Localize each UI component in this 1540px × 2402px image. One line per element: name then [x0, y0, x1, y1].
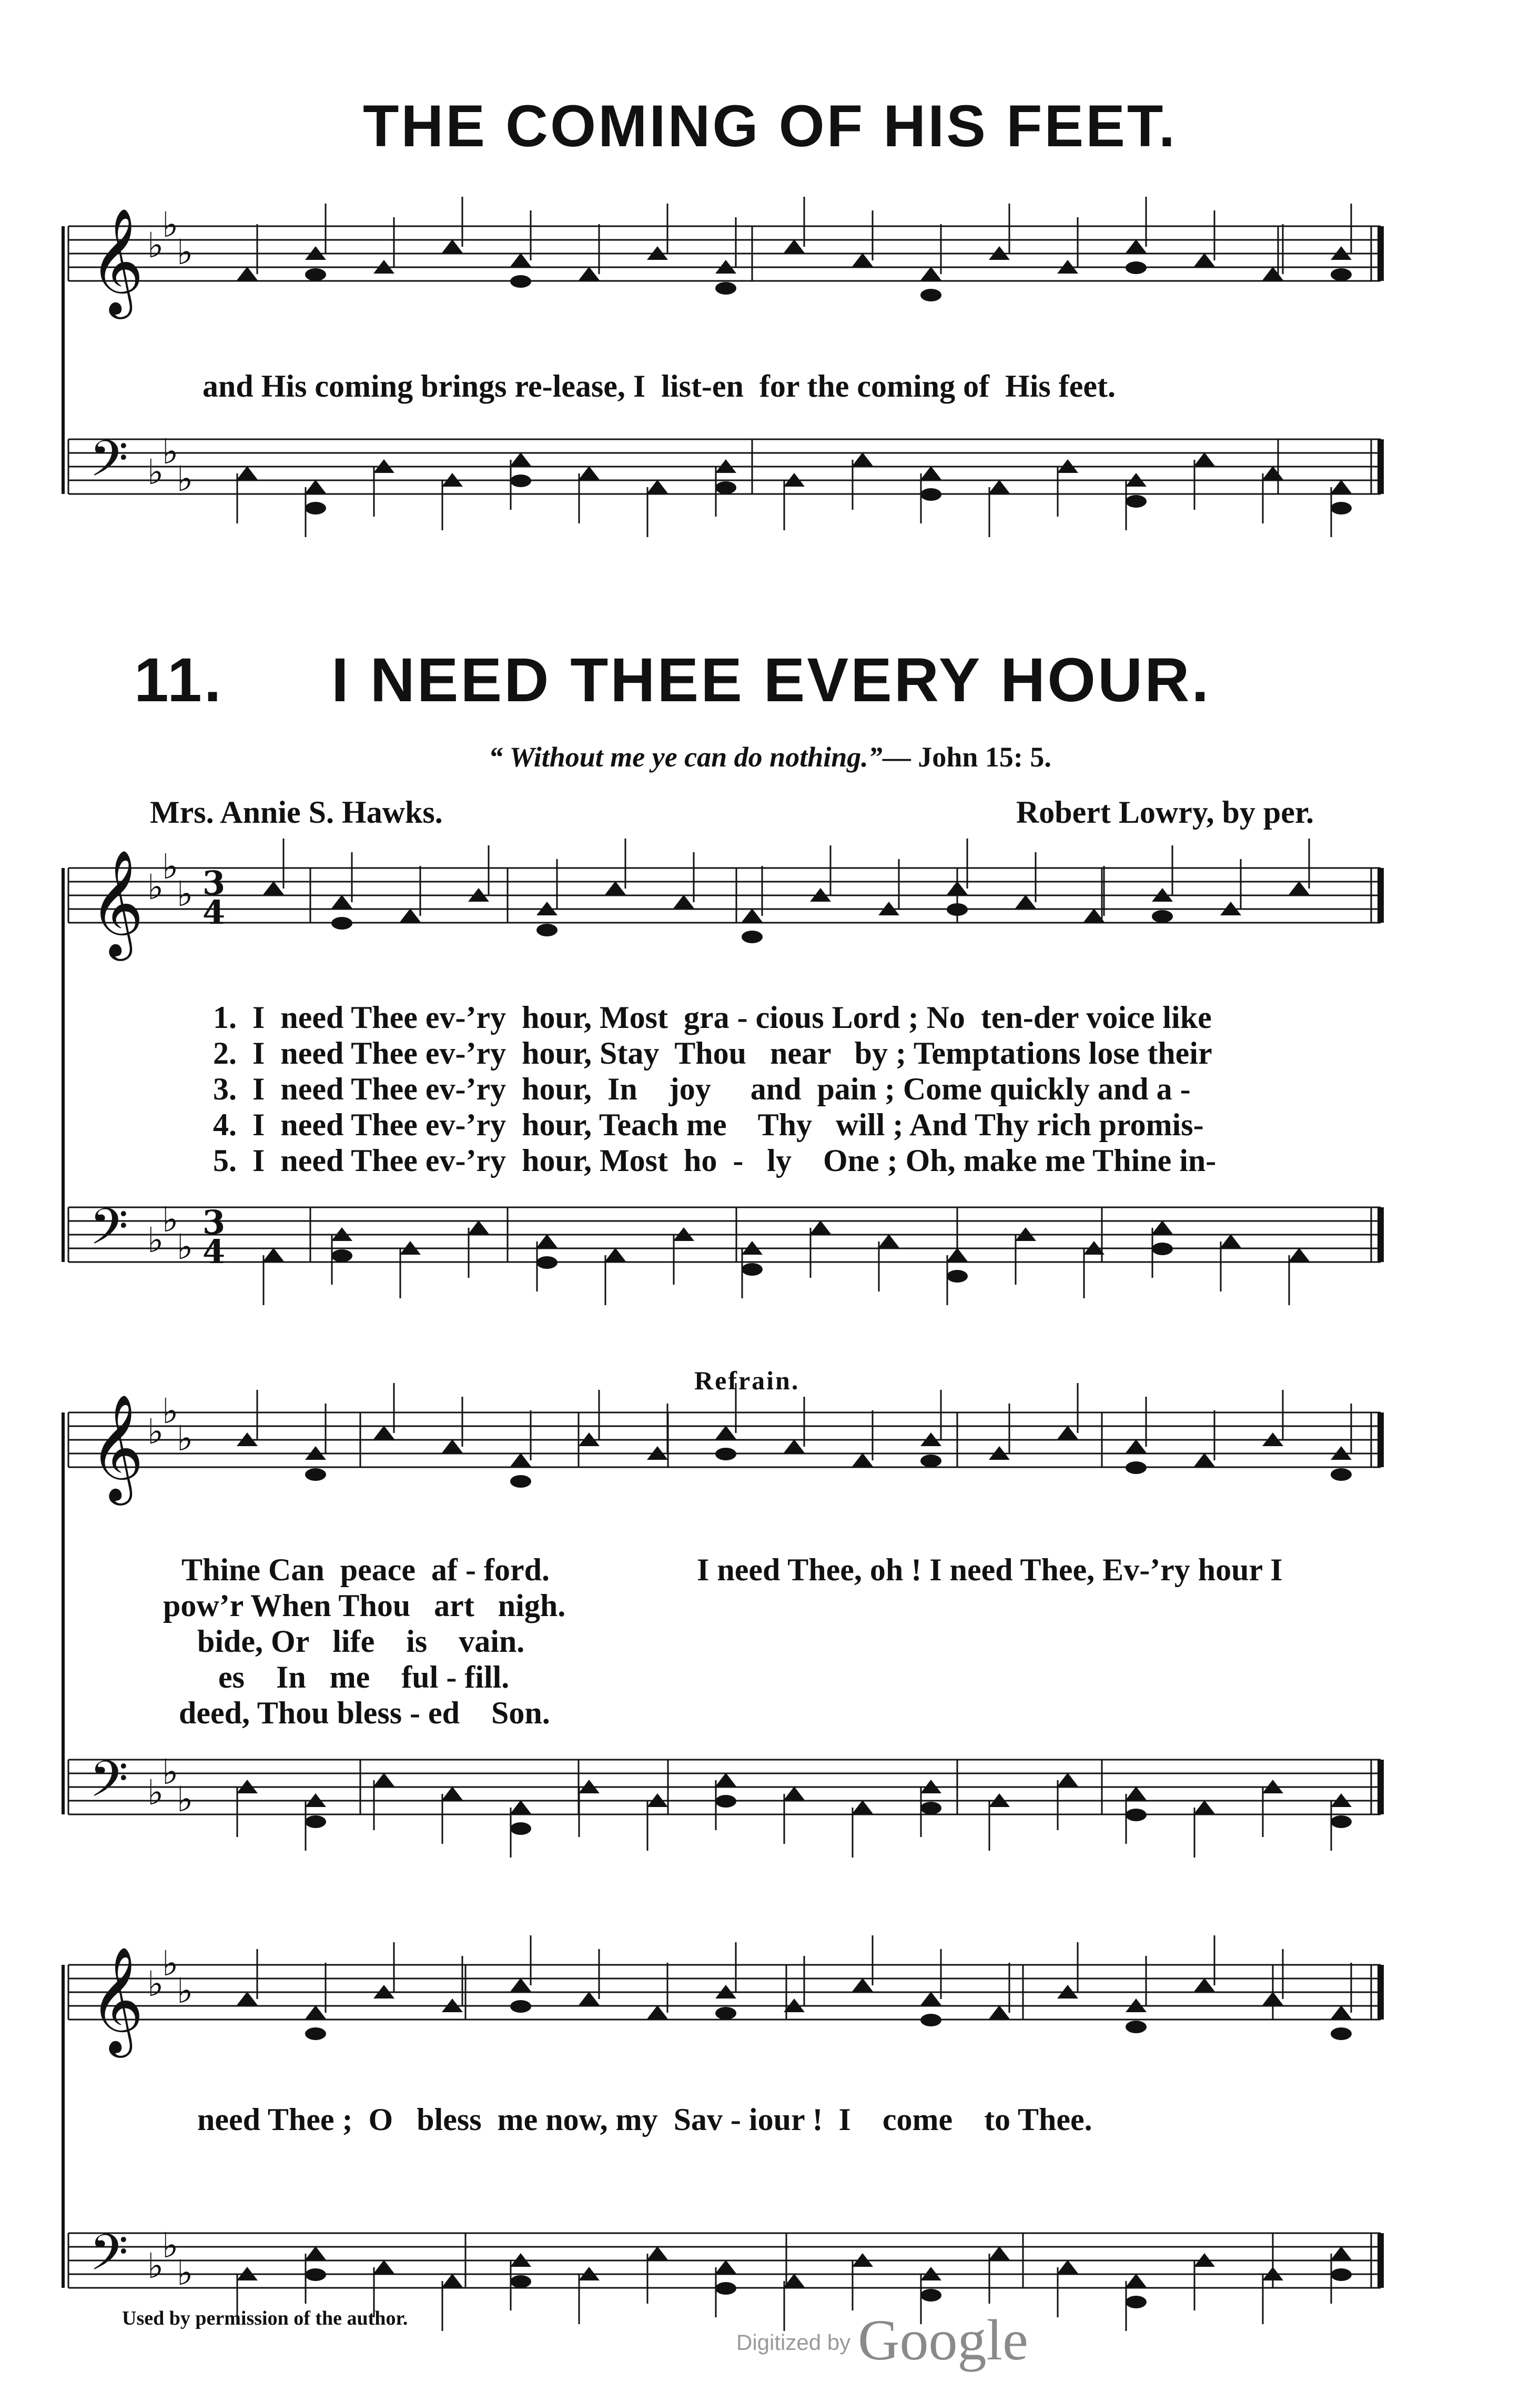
- flat-sign-icon: ♭: [147, 1411, 164, 1452]
- digitized-label: Digitized by: [736, 2330, 851, 2355]
- shape-note-head: [715, 2260, 736, 2274]
- shape-note-head: [784, 1439, 805, 1453]
- flat-sign-icon: ♭: [162, 846, 179, 887]
- lower-note-head: [715, 481, 736, 494]
- shape-note-head: [852, 1453, 873, 1467]
- shape-note-head: [1126, 1787, 1147, 1800]
- shape-note-head: [605, 881, 626, 895]
- lower-note-head: [510, 475, 531, 487]
- lower-note-head: [1126, 2296, 1147, 2308]
- shape-note-head: [1194, 1978, 1215, 1992]
- epigraph-reference: — John 15: 5.: [882, 741, 1051, 773]
- shape-note-head: [1057, 1426, 1078, 1439]
- shape-note-head: [1262, 466, 1283, 480]
- lower-note-head: [331, 1249, 352, 1262]
- lower-note-head: [742, 931, 763, 943]
- lower-note-head: [305, 1468, 326, 1481]
- shape-note-head: [1126, 1439, 1147, 1453]
- shape-note-head: [1220, 1234, 1241, 1248]
- bass-clef-icon: 𝄢: [89, 1198, 128, 1268]
- lower-note-head: [305, 2268, 326, 2281]
- shape-note-head: [510, 452, 531, 466]
- verse-2-line-1: 2. I need Thee ev-’ry hour, Stay Thou near by ; Temptations lose their: [213, 1036, 1212, 1071]
- flat-sign-icon: ♭: [177, 232, 194, 273]
- shape-note-head: [947, 1248, 968, 1261]
- flat-sign-icon: ♭: [177, 1971, 194, 2011]
- shape-note-head: [442, 1439, 463, 1453]
- lower-note-head: [920, 488, 941, 501]
- lower-note-head: [715, 282, 736, 295]
- flat-sign-icon: ♭: [147, 1772, 164, 1813]
- shape-note-head: [237, 267, 258, 280]
- shape-note-head: [510, 1800, 531, 1814]
- shape-note-head: [536, 1234, 558, 1248]
- lower-note-head: [920, 289, 941, 301]
- lower-note-head: [536, 1256, 558, 1269]
- lower-note-head: [920, 2014, 941, 2026]
- shape-note-head: [852, 452, 873, 466]
- shape-note-head: [305, 2005, 326, 2019]
- shape-note-head: [1194, 1453, 1215, 1467]
- flat-sign-icon: ♭: [177, 1418, 194, 1459]
- lower-note-head: [947, 1270, 968, 1283]
- shape-note-head: [1262, 267, 1283, 280]
- lower-note-head: [510, 275, 531, 288]
- shape-note-head: [1262, 1992, 1283, 2005]
- verse-3-line-1: 3. I need Thee ev-’ry hour, In joy and pain ; Come quickly and a -: [213, 1072, 1191, 1106]
- lower-note-head: [715, 2282, 736, 2295]
- flat-sign-icon: ♭: [162, 1391, 179, 1431]
- shape-note-head: [784, 1787, 805, 1800]
- shape-note-head: [1331, 2246, 1352, 2260]
- composer-credit: Robert Lowry, by per.: [1016, 795, 1314, 830]
- shape-note-head: [510, 1453, 531, 1467]
- shape-note-head: [510, 253, 531, 267]
- verse-2-line-2: pow’r When Thou art nigh.: [163, 1588, 566, 1623]
- verse-5-line-2: deed, Thou bless - ed Son.: [179, 1695, 550, 1730]
- lower-note-head: [715, 1448, 736, 1460]
- flat-sign-icon: ♭: [162, 1943, 179, 1984]
- shape-note-head: [263, 1248, 284, 1261]
- shape-note-head: [1126, 2274, 1147, 2287]
- lower-note-head: [920, 2289, 941, 2302]
- shape-note-head: [1015, 895, 1036, 909]
- shape-note-head: [920, 466, 941, 480]
- time-signature-top: 3: [202, 1203, 226, 1242]
- shape-note-head: [920, 267, 941, 280]
- shape-note-head: [510, 1978, 531, 1992]
- shape-note-head: [400, 909, 421, 922]
- flat-sign-icon: ♭: [147, 225, 164, 266]
- flat-sign-icon: ♭: [162, 431, 179, 472]
- flat-sign-icon: ♭: [162, 2225, 179, 2266]
- shape-note-head: [852, 1800, 873, 1814]
- verse-1-line-1: 1. I need Thee ev-’ry hour, Most gra - cious Lord ; No ten-der voice like: [213, 1000, 1212, 1035]
- shape-note-head: [1126, 239, 1147, 253]
- lower-note-head: [305, 502, 326, 514]
- shape-note-head: [647, 2005, 668, 2019]
- lower-note-head: [947, 903, 968, 916]
- lower-note-head: [510, 1822, 531, 1835]
- shape-note-head: [989, 2246, 1010, 2260]
- flat-sign-icon: ♭: [147, 1220, 164, 1260]
- lower-note-head: [1331, 268, 1352, 281]
- shape-note-head: [373, 2260, 394, 2274]
- hymn-number: 11.: [134, 645, 224, 715]
- treble-clef-icon: 𝄞: [89, 1946, 144, 2053]
- shape-note-head: [237, 1992, 258, 2005]
- shape-note-head: [852, 253, 873, 267]
- lower-note-head: [1152, 910, 1173, 923]
- lower-note-head: [742, 1263, 763, 1276]
- lower-note-head: [510, 2275, 531, 2288]
- flat-sign-icon: ♭: [177, 1779, 194, 1820]
- flat-sign-icon: ♭: [177, 459, 194, 499]
- verse-4-line-1: 4. I need Thee ev-’ry hour, Teach me Thy will ; And Thy rich promis-: [213, 1107, 1204, 1142]
- time-signature-top: 3: [202, 864, 226, 902]
- refrain-line-2: need Thee ; O bless me now, my Sav - iour ! I come to Thee.: [197, 2102, 1092, 2137]
- shape-note-head: [1057, 2260, 1078, 2274]
- shape-note-head: [784, 239, 805, 253]
- shape-note-head: [647, 480, 668, 493]
- treble-clef-icon: 𝄞: [89, 1394, 144, 1501]
- verse-3-line-2: bide, Or life is vain.: [197, 1624, 525, 1659]
- shape-note-head: [1194, 253, 1215, 267]
- flat-sign-icon: ♭: [162, 1752, 179, 1792]
- shape-note-head: [852, 1978, 873, 1992]
- lower-note-head: [920, 1455, 941, 1467]
- shape-note-head: [1194, 1800, 1215, 1814]
- lower-note-head: [1331, 2268, 1352, 2281]
- shape-note-head: [1331, 480, 1352, 493]
- verse-5-line-1: 5. I need Thee ev-’ry hour, Most ho - ly One ; Oh, make me Thine in-: [213, 1143, 1217, 1178]
- flat-sign-icon: ♭: [177, 2253, 194, 2293]
- lower-note-head: [715, 2007, 736, 2020]
- lower-note-head: [510, 1475, 531, 1488]
- shape-note-head: [647, 2246, 668, 2260]
- lower-note-head: [510, 2000, 531, 2013]
- shape-note-head: [373, 1773, 394, 1787]
- time-signature-bottom: 4: [202, 1233, 226, 1271]
- shape-note-head: [605, 1248, 626, 1261]
- shape-note-head: [1331, 2005, 1352, 2019]
- shape-note-head: [947, 881, 968, 895]
- shape-note-head: [442, 2274, 463, 2287]
- shape-note-head: [673, 895, 694, 909]
- shape-note-head: [878, 1234, 899, 1248]
- shape-note-head: [1289, 1248, 1310, 1261]
- shape-note-head: [331, 895, 352, 909]
- bass-clef-icon: 𝄢: [89, 430, 128, 500]
- shape-note-head: [920, 1992, 941, 2005]
- refrain-line-1: I need Thee, oh ! I need Thee, Ev-’ry hour I: [697, 1552, 1283, 1587]
- lower-note-head: [1126, 1809, 1147, 1821]
- bass-clef-icon: 𝄢: [89, 2224, 128, 2294]
- shape-note-head: [715, 1426, 736, 1439]
- flat-sign-icon: ♭: [162, 1199, 179, 1240]
- flat-sign-icon: ♭: [177, 1227, 194, 1267]
- lower-note-head: [536, 924, 558, 936]
- lower-note-head: [331, 917, 352, 930]
- lower-note-head: [305, 268, 326, 281]
- shape-note-head: [305, 480, 326, 493]
- previous-hymn-lyric: and His coming brings re-lease, I list-en for the coming of His feet.: [202, 369, 1116, 403]
- permission-note: Used by permission of the author.: [122, 2307, 408, 2329]
- bass-clef-icon: 𝄢: [89, 1750, 128, 1821]
- refrain-label: Refrain.: [694, 1366, 800, 1395]
- lower-note-head: [305, 2027, 326, 2040]
- shape-note-head: [579, 466, 600, 480]
- shape-note-head: [1152, 1220, 1173, 1234]
- verse-4-line-2: es In me ful - fill.: [218, 1660, 510, 1694]
- epigraph-quote: “ Without me ye can do nothing.”: [489, 741, 883, 773]
- shape-note-head: [1289, 881, 1310, 895]
- shape-note-head: [989, 480, 1010, 493]
- flat-sign-icon: ♭: [177, 874, 194, 914]
- flat-sign-icon: ♭: [147, 1964, 164, 2004]
- flat-sign-icon: ♭: [147, 452, 164, 492]
- shape-note-head: [579, 1992, 600, 2005]
- lower-note-head: [715, 1795, 736, 1808]
- shape-note-head: [237, 466, 258, 480]
- shape-note-head: [263, 881, 284, 895]
- lower-note-head: [1152, 1243, 1173, 1255]
- google-logo: Google: [858, 2308, 1028, 2372]
- flat-sign-icon: ♭: [147, 2246, 164, 2286]
- author-credit: Mrs. Annie S. Hawks.: [150, 795, 443, 830]
- lower-note-head: [1126, 261, 1147, 274]
- lower-note-head: [1331, 1815, 1352, 1828]
- shape-note-head: [305, 2246, 326, 2260]
- lower-note-head: [1126, 1461, 1147, 1474]
- lower-note-head: [1331, 1468, 1352, 1481]
- treble-clef-icon: 𝄞: [89, 208, 144, 315]
- lower-note-head: [920, 1802, 941, 1814]
- shape-note-head: [1057, 1773, 1078, 1787]
- flat-sign-icon: ♭: [162, 205, 179, 245]
- shape-note-head: [989, 2005, 1010, 2019]
- previous-hymn-title: THE COMING OF HIS FEET.: [362, 93, 1178, 159]
- hymn-title: I NEED THEE EVERY HOUR.: [331, 645, 1211, 715]
- verse-1-line-2: Thine Can peace af - ford.: [181, 1552, 550, 1587]
- lower-note-head: [1126, 2021, 1147, 2033]
- lower-note-head: [305, 1815, 326, 1828]
- lower-note-head: [1331, 2027, 1352, 2040]
- shape-note-head: [1194, 452, 1215, 466]
- shape-note-head: [442, 1787, 463, 1800]
- time-signature-bottom: 4: [202, 893, 226, 932]
- flat-sign-icon: ♭: [147, 867, 164, 907]
- lower-note-head: [1126, 495, 1147, 508]
- shape-note-head: [742, 909, 763, 922]
- shape-note-head: [373, 1426, 394, 1439]
- shape-note-head: [579, 267, 600, 280]
- shape-note-head: [715, 1773, 736, 1787]
- lower-note-head: [1331, 502, 1352, 514]
- shape-note-head: [468, 1220, 489, 1234]
- shape-note-head: [442, 239, 463, 253]
- shape-note-head: [810, 1220, 831, 1234]
- treble-clef-icon: 𝄞: [89, 850, 144, 956]
